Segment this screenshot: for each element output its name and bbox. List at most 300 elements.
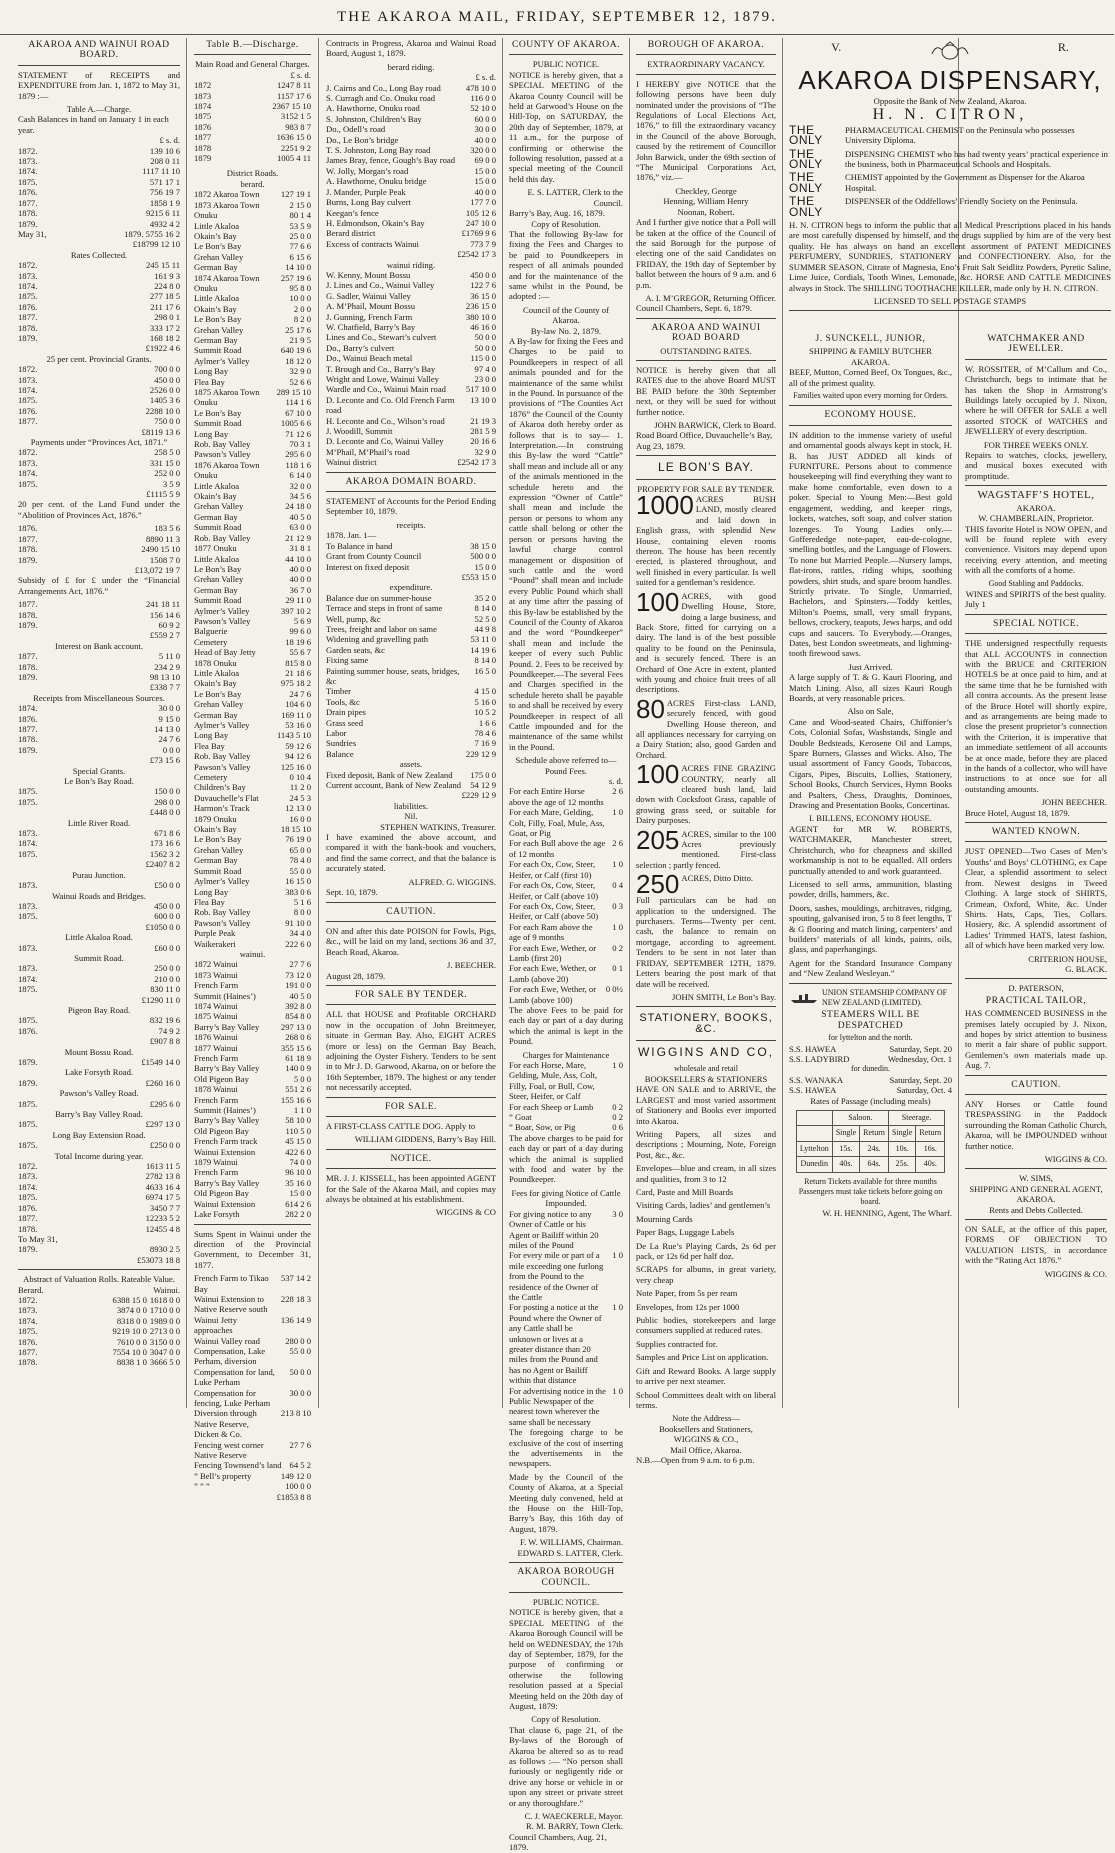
table-row [326, 562, 496, 572]
row-value: 40 5 0 [289, 511, 311, 522]
row-label: German Bay [194, 334, 238, 345]
row-label: Le Bon’s Bay [194, 407, 242, 418]
row-value: 3152 1 5 [280, 111, 311, 122]
row-value: 59 12 6 [285, 740, 311, 751]
paragraph: Licensed to sell arms, ammunition, blasting powder, drills, hammers, &c. [789, 878, 952, 900]
row-label: Balance [326, 748, 354, 759]
row-value: 74 9 2 [158, 1025, 180, 1036]
table-row [18, 146, 180, 156]
table-row [194, 273, 311, 283]
row-label: Barry’s Bay Valley [194, 1021, 260, 1032]
row-label: Wainui Valley road [194, 1335, 260, 1346]
table-row [194, 1053, 311, 1063]
row-label: For each Ox, Cow, Steer, Heifer, or Calf (above 10) [509, 880, 599, 901]
row-label: Onuku [194, 470, 218, 481]
row-label: Rob. Bay Valley [194, 439, 251, 450]
table-row [18, 375, 180, 385]
row-label: Old Pigeon Bay [194, 1125, 249, 1136]
table-row [18, 651, 180, 661]
row-label: Onuku [194, 282, 218, 293]
row-label: 1877. [18, 724, 38, 734]
row-label: Compensation, Lake Perham, diversion [194, 1345, 266, 1367]
table-row [194, 449, 311, 459]
subheading: Booksellers and Stationers, [659, 1423, 753, 1434]
row-value: 247 10 0 [465, 217, 496, 228]
heading: AKAROA DOMAIN BOARD. [345, 475, 477, 487]
table-row [194, 876, 311, 886]
lsd-header: £ s. d. [475, 72, 496, 83]
table-row [194, 314, 311, 324]
ship-name: S.S. HAWEA [789, 1043, 837, 1054]
paragraph: That the following By-law for fixing the Fees and Charges to be paid to Poundkeepers in respect of all animals pounded and for the maintenance of the same whilst in the Pound, be adopted :— [509, 228, 623, 302]
subheading: Subsidy of £ for £ under the “Financial Arrangements Act, 1876.” [18, 575, 180, 596]
row-label: 1879 [194, 153, 212, 164]
table-row [194, 1388, 311, 1409]
table-row [18, 333, 180, 343]
row-label: 1876. [18, 405, 38, 416]
row-value: 1 0 [612, 1060, 623, 1070]
row-label: Wainui Jetty approaches [194, 1314, 237, 1336]
row-label: For each Ewe, Wether, or Lamb (above 20) [509, 963, 597, 984]
paragraph: A By-law for fixing the Fees and Charges to be paid to Poundkeepers in respect of all animals pounded and for the maintenance of the same whilst in the Pound. In pursuance of the provisions of “The Counties Act 1876” the Council of the County of Akaroa doth hereby order as follows that is to say— 1. Interpretation.—In construing this By-law the word “Cattle” shall mean and include all or any of the animals mentioned in the schedule hereto and the expression “Owner of Cattle” shall mean and include the person or persons to whom any cattle shall belong or other the person or persons having the lawful charge control management or disposition of such cattle and the word “Pound” shall mean and include every Public Pound which shall at any time after the passing of this By-law be established by the Council of the County of Akaroa and the word “Poundkeeper” shall mean and include the keeper of every such Public Pound. 2. Fees to be received by Poundkeeper.—The several Fees and Charges specified in the schedule hereto shall be payable to and shall be received by every Poundkeeper in respect of all Cattle impounded and for the maintenance of the same whilst in the Pound. [509, 335, 623, 752]
table-row [194, 564, 311, 574]
row-label: 1873. [18, 942, 38, 953]
row-label: 1872. [18, 145, 38, 156]
table-row [509, 1122, 623, 1132]
table-row [194, 80, 311, 90]
row-label: 1875. [18, 984, 38, 995]
the-only-tag: THE ONLY [789, 194, 823, 219]
paragraph: The foregoing charge to be exclusive of the cost of inserting the advertisements in the newspapers. [509, 1427, 623, 1469]
row-value: 208 0 11 [150, 156, 180, 167]
table-row [326, 395, 496, 416]
row-label: 1878. [18, 1223, 38, 1234]
row-label: Summit Road [194, 595, 242, 606]
fare-row [796, 1157, 944, 1172]
row-value: 8838 1 0 [116, 1357, 147, 1368]
row-label: Old Pigeon Bay [194, 1188, 249, 1199]
row-value: £1549 14 0 [141, 1057, 180, 1067]
row-label: Summit Road [194, 865, 242, 876]
table-row [326, 541, 496, 551]
row-label: 1873. [18, 828, 38, 839]
signature: E. S. LATTER, Clerk to the Council. [527, 187, 623, 208]
row-value: 125 16 0 [280, 761, 311, 772]
table-row [194, 1001, 311, 1011]
row-value: 450 0 0 [154, 900, 180, 911]
table-row [194, 710, 311, 720]
total: £1290 11 0 [141, 994, 180, 1005]
table-row [18, 364, 180, 374]
table-row [509, 786, 623, 807]
table-row [18, 1316, 180, 1326]
row-label: 1872. [18, 364, 38, 375]
row-label: Barry’s Bay Valley [194, 1177, 260, 1188]
the-only-row [789, 122, 1111, 148]
row-label: For each Sheep or Lamb [509, 1101, 594, 1112]
row-value: 15 0 0 [474, 561, 496, 572]
row-value: 127 19 1 [280, 189, 311, 200]
row-label: ” Boar, Sow, or Pig [509, 1122, 576, 1133]
row-value: 1 0 [612, 807, 623, 818]
fare-header-cell: Return [916, 1126, 945, 1141]
row-label: 1875. [18, 291, 38, 302]
subheading: W. CHAMBERLAIN, Proprietor. [978, 513, 1094, 524]
table-row [194, 918, 311, 928]
signature: JOHN BARWICK, Clerk to Board. [654, 420, 776, 430]
row-value: 12 13 0 [285, 803, 311, 814]
row-value: 12233 5 2 [145, 1213, 180, 1224]
row-value: 78 4 0 [289, 855, 311, 866]
heading: NOTICE. [390, 1152, 432, 1164]
fare-header-cell: Saloon. [832, 1111, 888, 1126]
row-label: French Farm [194, 980, 239, 991]
row-label: Fencing Townsend’s land [194, 1460, 282, 1471]
subheading: Abstract of Valuation Rolls. Rateable Value. [23, 1274, 175, 1285]
row-value: 229 12 9 [465, 748, 496, 759]
row-value: 104 6 0 [285, 699, 311, 710]
row-label: 1877. [18, 599, 38, 610]
heading: PRACTICAL TAILOR, [985, 994, 1087, 1006]
row-value: 815 8 0 [285, 657, 311, 668]
row-value: 31 8 1 [289, 543, 311, 554]
table-row [194, 1126, 311, 1136]
row-value: 10 0 0 [289, 293, 311, 304]
table-row [326, 780, 496, 790]
row-value: 44 10 0 [285, 553, 311, 564]
table-row [326, 603, 496, 613]
table-row [18, 1171, 180, 1181]
table-row [194, 928, 311, 938]
table-row [18, 1347, 180, 1357]
row-value: 331 15 0 [149, 457, 180, 468]
table-row [194, 356, 311, 366]
lsd-header: £ s. d. [290, 69, 311, 80]
row-label: Wright and Lowe, Wainui Valley [326, 374, 439, 384]
paragraph: ACRES, Ditto Ditto. [681, 873, 754, 884]
row-value: 4633 16 4 [145, 1181, 180, 1192]
row-value: 52 6 6 [289, 376, 311, 387]
table-row [194, 1022, 311, 1032]
paragraph: Agent for the Standard Insurance Company and “New Zealand Wesleyan.” [789, 957, 952, 979]
row-value: 50 0 0 [474, 332, 496, 343]
steamship-icon [789, 992, 819, 1004]
row-label: For advertising notice in the Public Newspaper of the nearest town wherever the same shall be necessary [509, 1385, 606, 1427]
row-label: 1873. [18, 1171, 38, 1182]
note: Passengers must take tickets before going on board. [798, 1187, 943, 1207]
heading: LE BON’S BAY. [658, 460, 754, 475]
row-label: Okain’s Bay [194, 303, 237, 314]
row-value: 13 10 0 [470, 394, 496, 405]
table-row [18, 1015, 180, 1025]
row-label: Wainui Extension [194, 1198, 256, 1209]
row-value: 1989 0 0 [149, 1315, 180, 1326]
row-value: 1005 6 6 [280, 418, 311, 429]
row-value: 50 0 0 [474, 342, 496, 353]
heading: Table B.—Discharge. [206, 39, 299, 50]
row-label: Rob. Bay Valley [194, 532, 251, 543]
row-label: 1876 Akaroa Town [194, 459, 260, 470]
row-value: 1618 0 0 [149, 1294, 180, 1305]
list-item: SCRAPS for albums, in great variety, very cheap [636, 1264, 776, 1285]
ship-name: S.S. WANAKA [789, 1074, 844, 1085]
row-label: 1873. [18, 270, 38, 281]
table-row [326, 770, 496, 780]
row-value: 52 5 0 [474, 613, 496, 624]
table-row [326, 436, 496, 446]
signature: ALFRED. G. WIGGINS. [408, 876, 496, 887]
row-value: 24 18 0 [285, 501, 311, 512]
row-label: Widening and gravelling path [326, 634, 429, 645]
row-value: 383 0 6 [285, 886, 311, 897]
row-value: 3450 7 7 [149, 1202, 180, 1213]
row-value: 3047 0 0 [149, 1346, 180, 1357]
heading: Contracts in Progress, Akaroa and Wainui Road Board, August 1, 1879. [326, 38, 496, 59]
row-label: 1875. [18, 786, 38, 797]
row-label: Keegan’s fence [326, 207, 379, 218]
row-value: 1 0 [612, 1302, 623, 1313]
table-row [194, 647, 311, 657]
row-value: 832 19 6 [149, 1015, 180, 1026]
fare-cell: 24s. [860, 1141, 889, 1156]
table-row [18, 156, 180, 166]
row-value: 30 0 0 [158, 703, 180, 714]
row-value: 268 0 6 [285, 1032, 311, 1043]
table-row [18, 1026, 180, 1036]
row-value: 210 0 0 [154, 973, 180, 984]
subheading: berard riding. [387, 61, 435, 72]
row-value: 1157 17 6 [276, 90, 311, 101]
fare-cell: 10s. [888, 1141, 915, 1156]
row-value: 277 18 5 [149, 291, 180, 302]
row-label: Le Bon’s Bay [194, 314, 242, 325]
signature: CRITERION HOUSE, [1028, 953, 1107, 964]
row-value: 280 0 0 [285, 1335, 311, 1346]
table-row [194, 1157, 311, 1167]
signature: I. BILLENS, ECONOMY HOUSE. [809, 813, 932, 824]
the-only-text: DISPENSING CHEMIST who has had twenty years’ practical experience in the business, both in Pharmaceutical Schools and Hospitals. [845, 148, 1108, 170]
row-label: Aylmer’s Valley [194, 876, 250, 887]
table-row [194, 1294, 311, 1315]
heading: COUNTY OF AKAROA. [511, 39, 621, 50]
table-row [194, 897, 311, 907]
heading: BOROUGH OF AKAROA. [647, 39, 765, 50]
row-value: 73 12 0 [285, 969, 311, 980]
paragraph: THE undersigned respectfully requests that ALL ACCOUNTS in connection with the BRUCE and CRITERION HOTELS be at once paid to him, and at the same time that he be furnished with all contra accounts. As the present lease of the Bruce Hotel will shortly expire, and as arrangements are being made to close the present proprietor’s connection with the Criterion, it is imperative that an immediate settlement of all accounts be at once made, before they are placed in the hands of a collector, who will have instructions to at once sue for all outstanding amounts. [965, 638, 1107, 794]
ship-name: S.S. LADYBIRD [789, 1054, 850, 1064]
row-label: Barry’s Bay Valley [194, 1063, 260, 1074]
table-row [326, 124, 496, 134]
paragraph: ACRES First-class LAND, securely fenced, with good Dwelling House thereon, and all appliances necessary for carrying on a Dairy Station; also, good Garden and Orchard. [636, 697, 776, 760]
table-row [18, 177, 180, 187]
row-label: J. Lines and Co., Wainui Valley [326, 280, 435, 291]
row-label: For giving notice to any Owner of Cattle or his Agent or Bailiff within 20 miles of the Pound [509, 1208, 599, 1250]
subheading: Summit Road. [74, 952, 124, 963]
table-row [194, 959, 311, 969]
row-value: 1 0 [612, 921, 623, 932]
row-value: 1879. 5755 16 2 [124, 228, 180, 239]
row-label: For every mile or part of a mile exceeding one furlong from the Pound to the residence of the Owner of the Cattle [509, 1250, 604, 1302]
table-row [18, 662, 180, 672]
row-value: 0 0 0 [162, 744, 180, 755]
row-label: 1872. [18, 447, 38, 458]
row-label: 1879. [18, 1077, 38, 1088]
row-label: Okain’s Bay [194, 491, 237, 502]
subheading: Copy of Resolution. [531, 1714, 601, 1725]
signature: JOHN BEECHER. [1041, 797, 1107, 808]
row-value: £50 0 0 [154, 880, 180, 891]
row-label: 1879. [18, 1244, 38, 1255]
fare-cell: 25s. [888, 1157, 915, 1172]
table-row [326, 749, 496, 759]
table-row [18, 534, 180, 544]
row-value: 8 0 0 [293, 907, 311, 918]
table-row [18, 260, 180, 270]
row-label: 1878 Wainui [194, 1084, 238, 1095]
table-row [326, 291, 496, 301]
subheading: Pigeon Bay Road. [67, 1004, 131, 1015]
date: Council Chambers, Sept. 6, 1879. [636, 303, 753, 314]
total: £1050 0 0 [145, 921, 180, 932]
dispensary-title: AKAROA DISPENSARY, [798, 65, 1102, 95]
row-label: 1873 Akaroa Town [194, 199, 260, 210]
nil-text: Nil. [404, 811, 418, 822]
table-row [194, 814, 311, 824]
row-label: Balguerie [194, 626, 228, 637]
row-value: 2 0 0 [293, 303, 311, 314]
paragraph: AGENT for MR W. ROBERTS, WATCHMAKER, Manchester street, Christchurch, who for cheapness and skilled workmanship is not to be equalled. All orders punctually attended to and work guaranteed. [789, 823, 952, 876]
row-label: J. Woodill, Summit [326, 426, 393, 437]
table-row [326, 83, 496, 93]
table-row [509, 1112, 623, 1122]
row-label: ” ” ” [194, 1481, 210, 1492]
table-row [18, 838, 180, 848]
row-value: 65 0 0 [289, 844, 311, 855]
row-value: 2526 0 0 [149, 385, 180, 395]
table-row [509, 1302, 623, 1385]
paragraph: I have examined the above account, and compared it with the bank-book and vouchers, and find the same correct, and that the balance is accurately stated. [326, 832, 496, 874]
row-value: 5 0 0 [293, 1073, 311, 1084]
row-label: Timber [326, 686, 351, 697]
ship-name: S.S. HAWEA [789, 1085, 837, 1096]
row-value: 1613 11 5 [145, 1161, 180, 1172]
row-value: 44 9 8 [474, 623, 496, 634]
row-value: 211 17 6 [150, 301, 180, 312]
subheading: Rates Collected. [70, 249, 128, 260]
row-value: 34 4 0 [289, 928, 311, 939]
row-value: 150 0 0 [154, 786, 180, 797]
row-value: 2490 15 10 [141, 544, 180, 555]
table-row [194, 1105, 311, 1115]
row-value: 50 0 0 [289, 1366, 311, 1377]
table-row [194, 231, 311, 241]
row-label: French Farm to Tikao Bay [194, 1273, 269, 1294]
row-label: 1873. [18, 900, 38, 911]
row-label: 1879 Wainui [194, 1157, 238, 1168]
the-only-text: DISPENSER of the Oddfellows’ Friendly Society on the Peninsula. [845, 196, 1078, 207]
row-value: 46 16 0 [470, 321, 496, 332]
table-row [326, 343, 496, 353]
row-value: 70 3 1 [289, 439, 311, 450]
table-row [194, 845, 311, 855]
subheading: Also on Sale, [847, 706, 894, 717]
table-row [509, 984, 623, 1005]
paragraph: ACRES FINE GRAZING COUNTRY, nearly all cleared bush land, laid down with Cocksfoot Grass, capable of growing grass seed, or suitable for Dairy purposes. [636, 763, 776, 826]
row-value: 24 7 6 [289, 688, 311, 699]
table-row [326, 312, 496, 322]
row-value: 7610 0 0 [116, 1336, 147, 1347]
table-row [194, 980, 311, 990]
row-value: 1562 3 2 [149, 848, 180, 859]
row-label: 1876. [18, 187, 38, 198]
row-label: German Bay [194, 855, 238, 866]
table-row [326, 738, 496, 748]
table-row [18, 703, 180, 713]
subheading: for lyttelton and the north. [828, 1033, 913, 1043]
table-row [194, 866, 311, 876]
sailing-date: Saturday, Sept. 20 [889, 1043, 952, 1054]
row-value: 0 2 [612, 1101, 623, 1112]
row-value: 750 0 0 [154, 416, 180, 427]
table-row [194, 855, 311, 865]
row-label: French Farm [194, 1094, 239, 1105]
paragraph: ACRES BUSH LAND, mostly cleared and laid down in English grass, with splendid New House, containing eleven rooms thereon. The house has been recently erected, is plastered throughout, and well finished in every particular. Is well suited for a gentleman’s residence. [636, 494, 776, 588]
table-row [194, 585, 311, 595]
row-label: 1875 [194, 111, 212, 122]
address: Mail Office, Akaroa. [670, 1444, 742, 1455]
row-value: 18 15 10 [280, 824, 311, 835]
row-label: 1878. [18, 609, 38, 620]
row-label: French Farm [194, 1053, 239, 1063]
row-label: James Bray, fence, Gough’s Bay road [326, 155, 456, 166]
total: £448 0 0 [149, 807, 180, 818]
row-label: 1876. [18, 301, 38, 312]
row-label: 1875. [18, 478, 38, 489]
table-row [509, 943, 623, 964]
row-label: 1874. [18, 385, 38, 395]
row-label: W. Jolly, Morgan’s road [326, 165, 409, 176]
signature: JOHN SMITH, Le Bon’s Bay. [672, 991, 776, 1002]
list-item: Samples and Price List on application. [636, 1352, 769, 1363]
row-label: 1874. [18, 166, 38, 177]
total: £559 2 7 [149, 630, 180, 641]
row-label: Okain’s Bay [194, 824, 237, 835]
row-value: 21 18 6 [285, 667, 311, 678]
subheading: Interest on Bank account. [55, 640, 143, 651]
row-label: Aylmer’s Valley [194, 720, 250, 730]
total: £907 8 8 [149, 1036, 180, 1047]
row-label: Interest on fixed deposit [326, 561, 410, 572]
row-label: 1873 Wainui [194, 969, 238, 980]
row-label: 1877 Wainui [194, 1042, 238, 1053]
row-label: For each Ox, Cow, Steer, Heifer, or Calf (first 10) [509, 859, 596, 880]
row-label: German Bay [194, 709, 238, 720]
table-row [194, 1471, 311, 1481]
subheading: Families waited upon every morning for Orders. [793, 391, 948, 401]
signature: WILLIAM GIDDENS, Barry’s Bay Hill. [354, 1134, 496, 1145]
row-value: 115 0 0 [470, 353, 496, 364]
row-value: 250 0 0 [154, 963, 180, 974]
row-label: Harmon’s Track [194, 803, 250, 814]
row-value: 21 12 9 [285, 532, 311, 543]
row-value: 1143 5 10 [276, 730, 311, 741]
row-value: 21 9 5 [289, 334, 311, 345]
table-row [18, 786, 180, 796]
row-value: 36 7 0 [289, 584, 311, 595]
subheading: Sums Spent in Wainui under the direction of the Provincial Government, to December 31, 1877. [194, 1228, 311, 1270]
column-county-notices [505, 38, 627, 1853]
table-row [18, 714, 180, 724]
